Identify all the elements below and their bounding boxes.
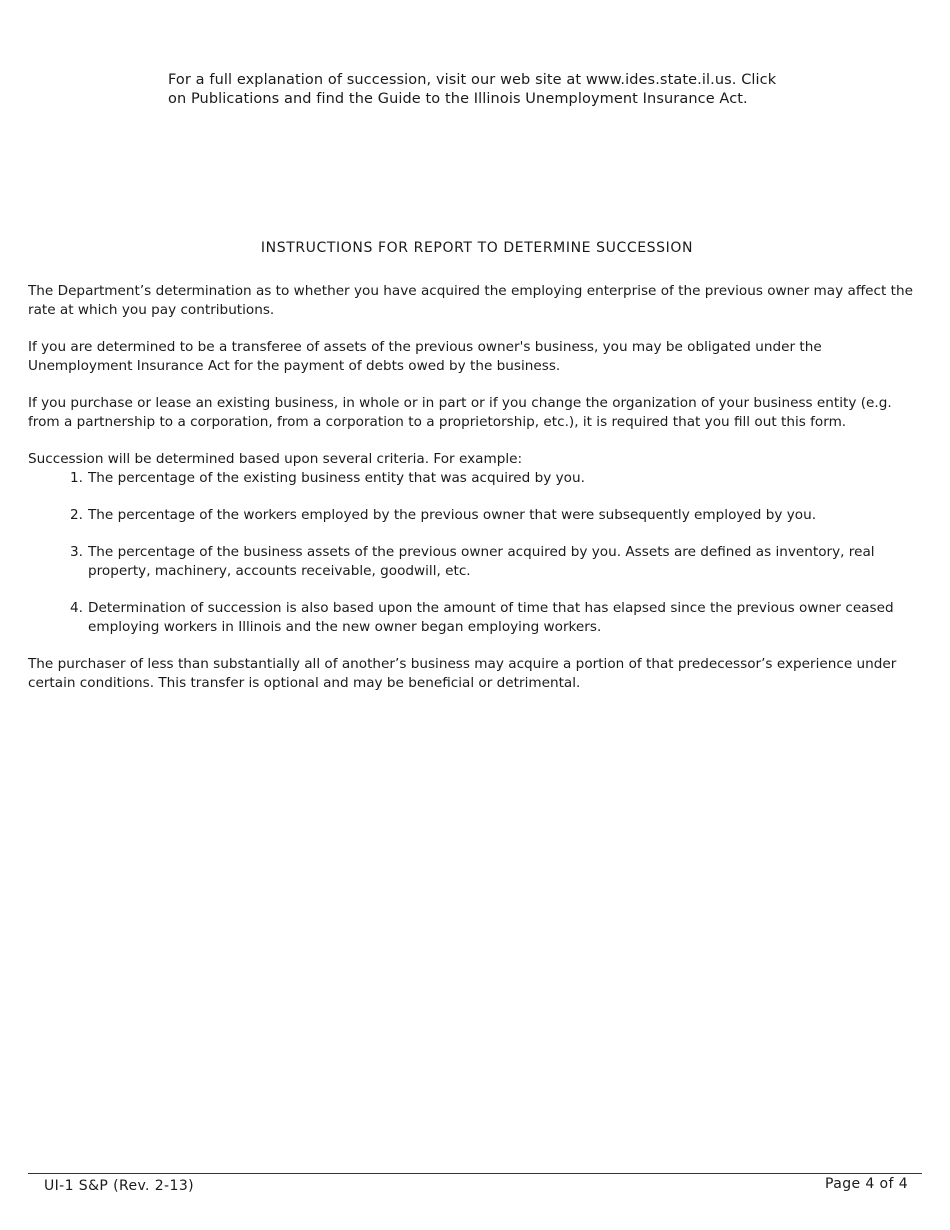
intro-line-1: For a full explanation of succession, visit our web site at www.ides.state.il.us. Click	[168, 72, 777, 88]
footer-divider	[28, 1173, 922, 1174]
paragraph-determination: The Department’s determination as to whether you have acquired the employing enterprise of the previous owner may affect the rate at which you pay contributions.	[28, 283, 913, 318]
criteria-text: The percentage of the existing business entity that was acquired by you.	[88, 470, 585, 486]
criteria-number: 2.	[70, 507, 83, 523]
paragraph-criteria-intro: Succession will be determined based upon several criteria. For example:	[28, 451, 523, 467]
criteria-text: The percentage of the business assets of the previous owner acquired by you. Assets are defined as inventory, real property, machinery, accounts receivable, goodwill, etc.	[88, 544, 875, 579]
criteria-number: 4.	[70, 600, 83, 616]
intro-note	[168, 71, 808, 109]
criteria-text: Determination of succession is also based upon the amount of time that has elapsed since the previous owner ceased employing workers in Illinois and the new owner began employing workers.	[88, 600, 894, 635]
criteria-number: 1.	[70, 470, 83, 486]
criteria-text: The percentage of the workers employed by the previous owner that were subsequently employed by you.	[88, 507, 817, 523]
instructions-body	[28, 282, 918, 711]
criteria-item	[28, 469, 918, 488]
paragraph-partial-purchase: The purchaser of less than substantially all of another’s business may acquire a portion of that predecessor’s experience under certain conditions. This transfer is optional and may be beneficial or detrimental.	[28, 656, 897, 691]
page-title: INSTRUCTIONS FOR REPORT TO DETERMINE SUCCESSION	[260, 240, 694, 256]
paragraph-transferee: If you are determined to be a transferee of assets of the previous owner's business, you may be obligated under the Unemployment Insurance Act for the payment of debts owed by the business.	[28, 339, 822, 374]
criteria-number: 3.	[70, 544, 83, 560]
criteria-list	[28, 469, 918, 637]
criteria-item	[28, 599, 918, 637]
intro-line-2: on Publications and find the Guide to the Illinois Unemployment Insurance Act.	[168, 91, 748, 107]
paragraph-purchase-lease: If you purchase or lease an existing business, in whole or in part or if you change the organization of your business entity (e.g. from a partnership to a corporation, from a corporation to a proprietorship, etc.), it is required that you fill out this form.	[28, 395, 892, 430]
page-number: Page 4 of 4	[825, 1176, 908, 1192]
form-identifier: UI-1 S&P (Rev. 2-13)	[44, 1178, 194, 1194]
criteria-item	[28, 506, 918, 525]
criteria-item	[28, 543, 918, 581]
